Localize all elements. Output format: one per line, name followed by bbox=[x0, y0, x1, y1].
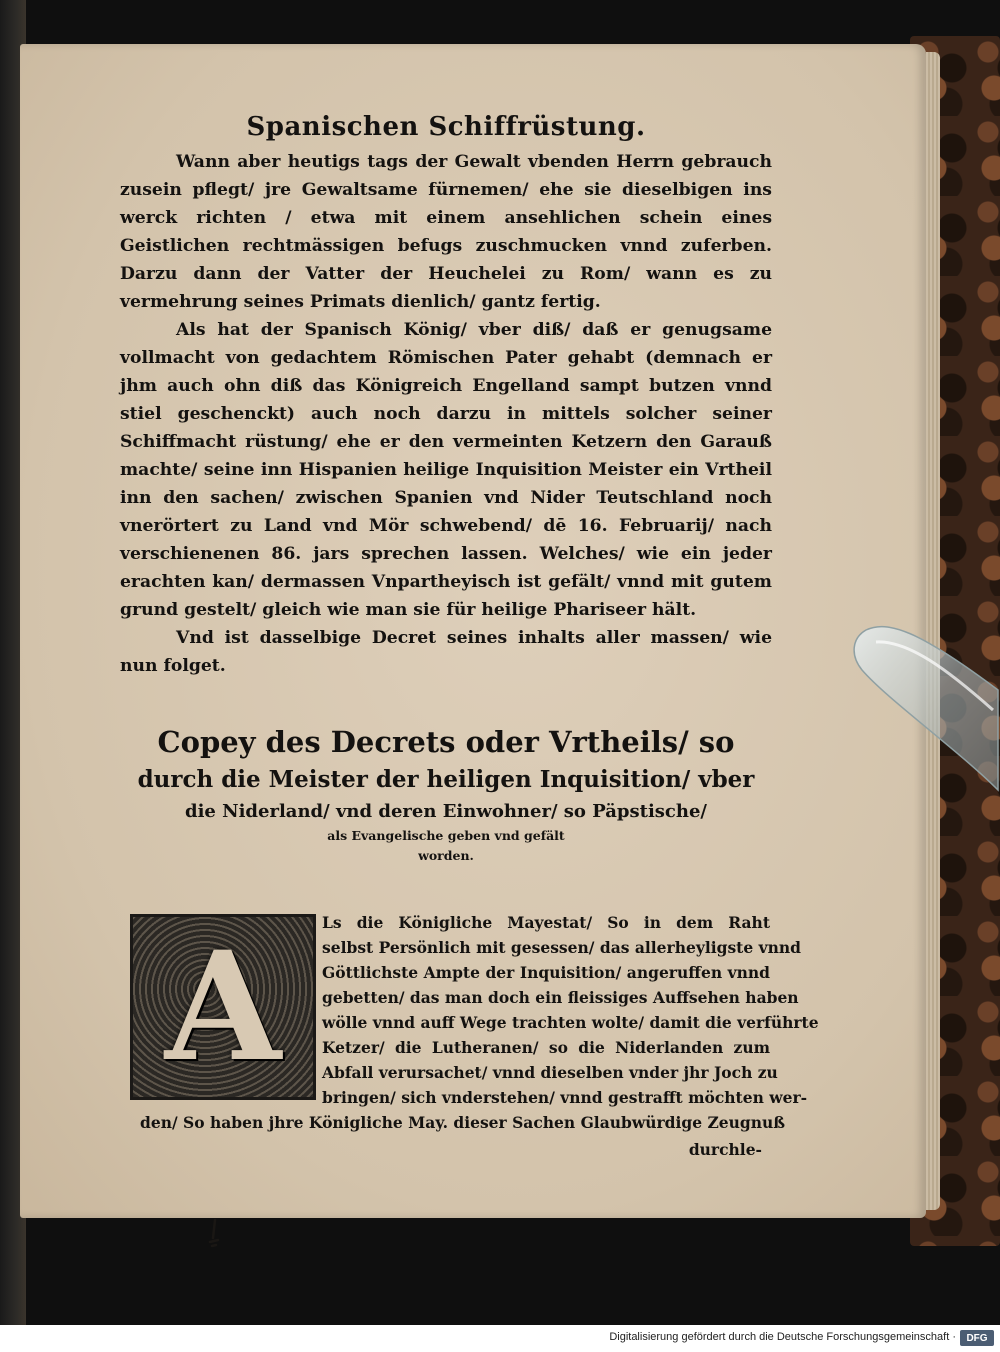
initial-letter: A bbox=[164, 919, 282, 1095]
footer-bar bbox=[0, 1325, 1000, 1352]
decree-line: Ketzer/ die Lutheranen/ so die Niderlanden zum bbox=[322, 1038, 770, 1057]
section-title-line-5: worden. bbox=[418, 848, 474, 863]
decree-lines bbox=[322, 910, 819, 1110]
running-head: Spanischen Schiffrüstung. bbox=[246, 112, 646, 142]
decree-text bbox=[120, 906, 819, 1176]
catchword: durchle- bbox=[688, 1140, 762, 1159]
section-title-line-4: als Evangelische geben vnd gefält bbox=[327, 828, 565, 843]
decree-line: bringen/ sich vnderstehen/ vnnd gestrafft möchten wer- bbox=[322, 1088, 808, 1107]
ornamental-initial bbox=[130, 914, 316, 1100]
ink-mark bbox=[204, 1218, 226, 1248]
paragraph-2: Als hat der Spanisch König/ vber diß/ daß er genugsame vollmacht von gedachtem Römischen Pater gehabt (demnach er jhm auch ohn diß das Königreich Engelland sampt butzen vnnd stiel geschenckt) auch noch darzu in mittels solcher seiner Schiffmacht rüstung/ ehe er den vermeinten Ketzern den Garauß machte/ seine inn Hispanien heilige Inquisition Meister ein Vrtheil inn den sachen/ zwischen Spanien vnd Nider Teutschland noch vnerörtert zu Land vnd Mör schwebend/ dē 16. Februarij/ nach verschienenen 86. jars sprechen lassen. Welches/ wie ein jeder erachten kan/ dermassen Vnpartheyisch ist gefält/ vnnd mit gutem grund gestelt/ gleich wie man sie für heilige Phariseer hält. bbox=[120, 320, 772, 620]
paragraph-3: Vnd ist dasselbige Decret seines inhalts aller massen/ wie nun folget. bbox=[120, 628, 772, 676]
section-title-line-3: die Niderland/ vnd deren Einwohner/ so Päpstische/ bbox=[185, 801, 707, 822]
page-content bbox=[120, 112, 819, 1176]
decree-line: gebetten/ das man doch ein fleissiges Auffsehen haben bbox=[322, 988, 799, 1007]
glass-page-weight bbox=[848, 620, 1000, 800]
section-title bbox=[120, 722, 772, 866]
footer-credit: Digitalisierung gefördert durch die Deutsche Forschungsgemeinschaft · bbox=[609, 1331, 956, 1343]
dfg-logo: DFG bbox=[960, 1330, 994, 1346]
decree-line: wölle vnnd auff Wege trachten wolte/ damit die verführte bbox=[322, 1013, 819, 1032]
section-title-line-1: Copey des Decrets oder Vrtheils/ so bbox=[157, 725, 735, 759]
decree-line: selbst Persönlich mit gesessen/ das allerheyligste vnnd bbox=[322, 938, 801, 957]
paragraph-1: Wann aber heutigs tags der Gewalt vbenden Herrn gebrauch zusein pflegt/ jre Gewaltsame fürnemen/ ehe sie dieselbigen ins werck richten / etwa mit einem ansehlichen schein eines Geistlichen rechtmässigen befugs zuschmucken vnnd zuferben. Darzu dann der Vatter der Heuchelei zu Rom/ wann es zu vermehrung seines Primats dienlich/ gantz fertig. bbox=[120, 152, 772, 312]
section-title-line-2: durch die Meister der heiligen Inquisition/ vber bbox=[137, 766, 755, 793]
decree-line: Ls die Königliche Mayestat/ So in dem Raht bbox=[322, 913, 770, 932]
decree-line: Abfall verursachet/ vnnd dieselben vnder jhr Joch zu bbox=[322, 1063, 778, 1082]
decree-line: Göttlichste Ampte der Inquisition/ angeruffen vnnd bbox=[322, 963, 770, 982]
decree-full-line: den/ So haben jhre Königliche May. dieser Sachen Glaubwürdige Zeugnuß bbox=[140, 1113, 786, 1132]
